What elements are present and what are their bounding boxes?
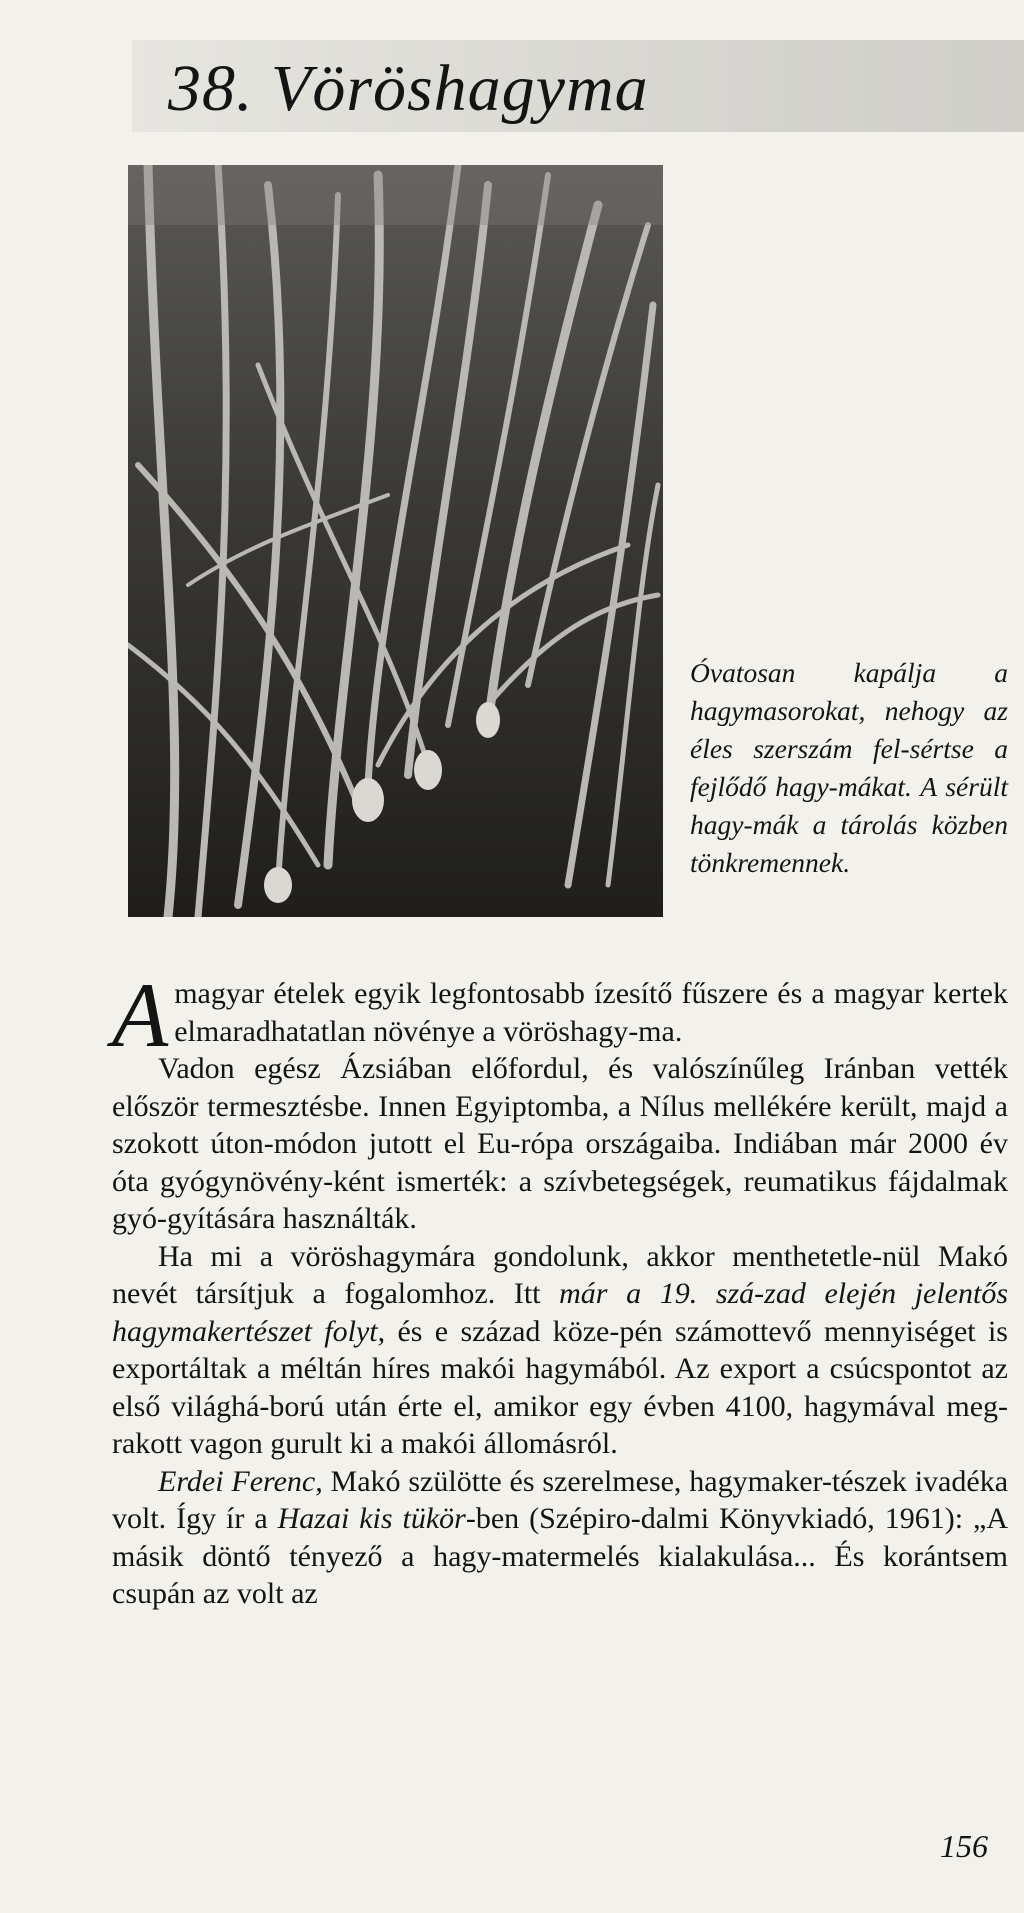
chapter-title: 38. Vöröshagyma	[168, 52, 649, 125]
paragraph-1-text: magyar ételek egyik legfontosabb ízesítő fűszere és a magyar kertek elmaradhatatlan növénye a vöröshagy-ma.	[174, 977, 1008, 1048]
paragraph-3	[112, 1238, 1008, 1463]
paragraph-4-text-a: Makó szülötte és szerelmese, hagymaker-tészek ivadéka volt. Így ír a	[112, 1464, 1009, 1535]
onion-field-photo-icon	[128, 165, 663, 917]
photo-caption: Óvatosan kapálja a hagymasorokat, nehogy az éles szerszám fel-sértse a fejlődő hagy-mákat. A sérült hagy-mák a tárolás közben tönkremennek.	[690, 657, 1008, 878]
paragraph-3-text-b: és e század köze-pén számottevő mennyiséget is exportáltak a méltán híres makói hagymából. Az export a csúcspontot az első világhá-ború után érte el, amikor egy évben 4100, hagymával meg-rakott vagon gurult ki a makói állomásról.	[112, 1314, 1008, 1460]
paragraph-4-author: Erdei Ferenc,	[158, 1464, 323, 1498]
onion-field-photo	[128, 165, 663, 917]
paragraph-1	[112, 964, 1008, 1066]
paragraph-4	[112, 1463, 1008, 1613]
paragraph-4-text-b: -ben (Szépiro-dalmi Könyvkiadó, 1961): „A másik döntő tényező a hagy-matermelés kialakulása... És korántsem csupán az volt az	[112, 1502, 1009, 1610]
paragraph-3-text-a: Ha mi a vöröshagymára gondolunk, akkor menthetetle-nül Makó nevét társítjuk a fogalomhoz. Itt	[112, 1239, 1008, 1310]
paragraph-2: Vadon egész Ázsiában előfordul, és valószínűleg Iránban vették először termesztésbe. Innen Egyiptomba, a Nílus mellékére került, majd a szokott úton-módon jutott el Eu-rópa országaiba. Indiában már 2000 év óta gyógynövény-ként ismerték: a szívbetegségek, reumatikus fájdalmak gyó-gyítására használták.	[112, 1052, 1008, 1235]
page-number: 156	[940, 1828, 988, 1864]
paragraph-3-emphasis: már a 19. szá-zad elején jelentős hagymakertészet folyt,	[112, 1277, 1009, 1348]
body-text	[112, 964, 1009, 1613]
drop-cap: A	[112, 964, 169, 1066]
paragraph-4-book-title: Hazai kis tükör	[277, 1502, 466, 1535]
